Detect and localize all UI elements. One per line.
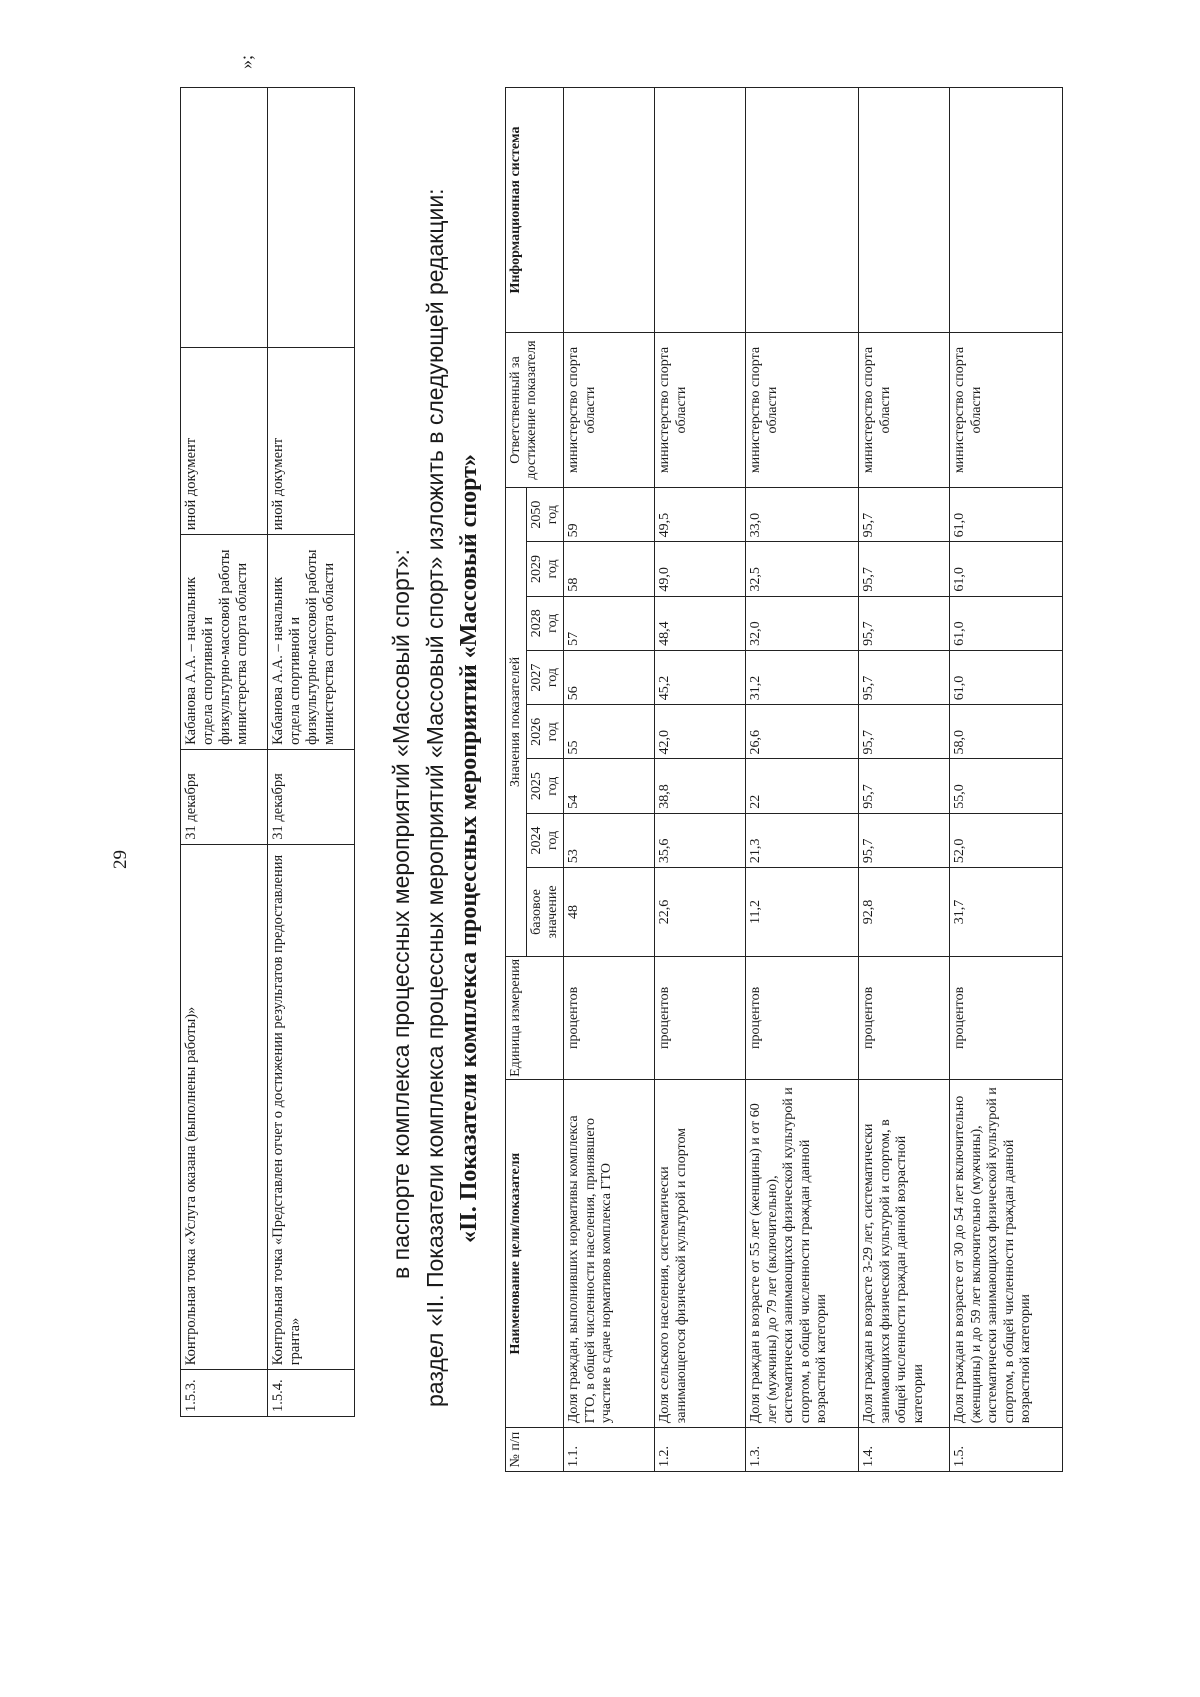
indicator-year-value: 22 bbox=[746, 759, 859, 813]
control-points-table bbox=[180, 87, 355, 1417]
indicator-base: 22,6 bbox=[655, 868, 746, 957]
indicator-year-value: 95,7 bbox=[859, 596, 950, 650]
indicator-info-system bbox=[950, 88, 1063, 333]
section-heading: «II. Показатели комплекса процессных мероприятий «Массовый спорт» bbox=[456, 454, 482, 1243]
header-year: 2028 год bbox=[527, 596, 564, 650]
indicator-year-value: 59 bbox=[564, 488, 655, 542]
indicator-responsible: министерство спорта области bbox=[655, 333, 746, 488]
indicator-year-value: 95,7 bbox=[859, 759, 950, 813]
control-point-last bbox=[181, 88, 268, 348]
control-point-document: иной документ bbox=[181, 348, 268, 535]
indicator-year-value: 33,0 bbox=[746, 488, 859, 542]
indicator-year-value: 61,0 bbox=[950, 488, 1063, 542]
indicator-row bbox=[950, 88, 1063, 1472]
indicator-row bbox=[564, 88, 655, 1472]
indicator-unit: процентов bbox=[746, 956, 859, 1079]
control-point-last bbox=[268, 88, 355, 348]
indicator-year-value: 61,0 bbox=[950, 542, 1063, 596]
indicator-year-value: 49,5 bbox=[655, 488, 746, 542]
indicator-responsible: министерство спорта области bbox=[564, 333, 655, 488]
indicator-info-system bbox=[859, 88, 950, 333]
indicator-year-value: 55 bbox=[564, 705, 655, 759]
header-unit: Единица измерения bbox=[506, 956, 564, 1079]
indicator-year-value: 21,3 bbox=[746, 813, 859, 867]
paragraph-section-edit: раздел «II. Показатели комплекса процессных мероприятий «Массовый спорт» изложить в следующей редакции: bbox=[422, 188, 448, 1407]
control-point-document: иной документ bbox=[268, 348, 355, 535]
indicator-name: Доля граждан, выполнивших нормативы комплекса ГТО, в общей численности населения, принявшего участие в сдаче нормативов комплекса ГТО bbox=[564, 1079, 655, 1427]
indicator-year-value: 38,8 bbox=[655, 759, 746, 813]
indicator-unit: процентов bbox=[950, 956, 1063, 1079]
control-point-num: 1.5.3. bbox=[181, 1370, 268, 1417]
indicator-base: 92,8 bbox=[859, 868, 950, 957]
indicator-num: 1.5. bbox=[950, 1428, 1063, 1472]
indicator-num: 1.2. bbox=[655, 1428, 746, 1472]
indicator-unit: процентов bbox=[655, 956, 746, 1079]
indicator-info-system bbox=[564, 88, 655, 333]
indicator-year-value: 61,0 bbox=[950, 650, 1063, 704]
indicator-name: Доля граждан в возрасте от 30 до 54 лет включительно (женщины) и до 59 лет включительно (мужчины), систематически занимающихся физической культурой и спортом, в общей численности граждан данной возрастной категории bbox=[950, 1079, 1063, 1427]
control-point-name: Контрольная точка «Представлен отчет о достижении результатов предоставления гранта» bbox=[268, 844, 355, 1370]
indicator-year-value: 42,0 bbox=[655, 705, 746, 759]
indicator-year-value: 35,6 bbox=[655, 813, 746, 867]
indicators-table bbox=[505, 87, 1063, 1472]
control-point-date: 31 декабря bbox=[181, 749, 268, 844]
indicator-year-value: 45,2 bbox=[655, 650, 746, 704]
indicator-row bbox=[746, 88, 859, 1472]
indicator-year-value: 58,0 bbox=[950, 705, 1063, 759]
control-point-responsible: Кабанова А.А. – начальник отдела спортивной и физкультурно-массовой работы министерства спорта области bbox=[181, 535, 268, 750]
indicator-info-system bbox=[746, 88, 859, 333]
control-point-row bbox=[181, 88, 268, 1417]
header-year: 2050 год bbox=[527, 488, 564, 542]
indicator-num: 1.1. bbox=[564, 1428, 655, 1472]
page-number: 29 bbox=[110, 850, 131, 869]
indicator-year-value: 32,5 bbox=[746, 542, 859, 596]
control-point-num: 1.5.4. bbox=[268, 1370, 355, 1417]
indicator-responsible: министерство спорта области bbox=[950, 333, 1063, 488]
indicator-year-value: 95,7 bbox=[859, 650, 950, 704]
control-point-responsible: Кабанова А.А. – начальник отдела спортивной и физкультурно-массовой работы министерства спорта области bbox=[268, 535, 355, 750]
header-responsible: Ответственный за достижение показателя bbox=[506, 333, 564, 488]
indicator-year-value: 26,6 bbox=[746, 705, 859, 759]
indicator-year-value: 48,4 bbox=[655, 596, 746, 650]
indicator-row bbox=[859, 88, 950, 1472]
header-year: 2025 год bbox=[527, 759, 564, 813]
header-name: Наименование цели/показателя bbox=[506, 1079, 564, 1427]
indicator-year-value: 95,7 bbox=[859, 813, 950, 867]
indicator-base: 31,7 bbox=[950, 868, 1063, 957]
indicator-unit: процентов bbox=[564, 956, 655, 1079]
indicator-base: 11,2 bbox=[746, 868, 859, 957]
indicator-responsible: министерство спорта области bbox=[746, 333, 859, 488]
indicator-year-value: 95,7 bbox=[859, 542, 950, 596]
indicator-year-value: 56 bbox=[564, 650, 655, 704]
indicator-year-value: 61,0 bbox=[950, 596, 1063, 650]
indicator-num: 1.3. bbox=[746, 1428, 859, 1472]
indicator-info-system bbox=[655, 88, 746, 333]
indicator-row bbox=[655, 88, 746, 1472]
indicator-year-value: 95,7 bbox=[859, 705, 950, 759]
header-year: 2027 год bbox=[527, 650, 564, 704]
indicator-unit: процентов bbox=[859, 956, 950, 1079]
indicator-name: Доля сельского населения, систематически занимающегося физической культурой и спортом bbox=[655, 1079, 746, 1427]
indicator-year-value: 52,0 bbox=[950, 813, 1063, 867]
indicator-base: 48 bbox=[564, 868, 655, 957]
header-year: 2029 год bbox=[527, 542, 564, 596]
closing-quote: »; bbox=[236, 54, 256, 69]
control-point-date: 31 декабря bbox=[268, 749, 355, 844]
header-info-system: Информационная система bbox=[506, 88, 564, 333]
indicator-year-value: 53 bbox=[564, 813, 655, 867]
header-year: 2026 год bbox=[527, 705, 564, 759]
header-base: базовое значение bbox=[527, 868, 564, 957]
indicator-year-value: 55,0 bbox=[950, 759, 1063, 813]
indicator-year-value: 58 bbox=[564, 542, 655, 596]
indicator-year-value: 95,7 bbox=[859, 488, 950, 542]
indicator-year-value: 57 bbox=[564, 596, 655, 650]
indicator-year-value: 32,0 bbox=[746, 596, 859, 650]
header-num: № п/п bbox=[506, 1428, 564, 1472]
indicator-name: Доля граждан в возрасте 3-29 лет, систематически занимающихся физической культурой и спортом, в общей численности граждан данной возрастной категории bbox=[859, 1079, 950, 1427]
paragraph-passport: в паспорте комплекса процессных мероприятий «Массовый спорт»: bbox=[388, 549, 414, 1279]
indicator-year-value: 31,2 bbox=[746, 650, 859, 704]
header-year: 2024 год bbox=[527, 813, 564, 867]
indicator-name: Доля граждан в возрасте от 55 лет (женщины) и от 60 лет (мужчины) до 79 лет (включительно), систематически занимающихся физической культурой и спортом, в общей численности граждан данной возрастной категории bbox=[746, 1079, 859, 1427]
indicator-responsible: министерство спорта области bbox=[859, 333, 950, 488]
indicator-num: 1.4. bbox=[859, 1428, 950, 1472]
header-values-group: Значения показателей bbox=[506, 488, 527, 957]
control-point-name: Контрольная точка «Услуга оказана (выполнены работы)» bbox=[181, 844, 268, 1370]
control-point-row bbox=[268, 88, 355, 1417]
indicator-year-value: 54 bbox=[564, 759, 655, 813]
indicator-year-value: 49,0 bbox=[655, 542, 746, 596]
